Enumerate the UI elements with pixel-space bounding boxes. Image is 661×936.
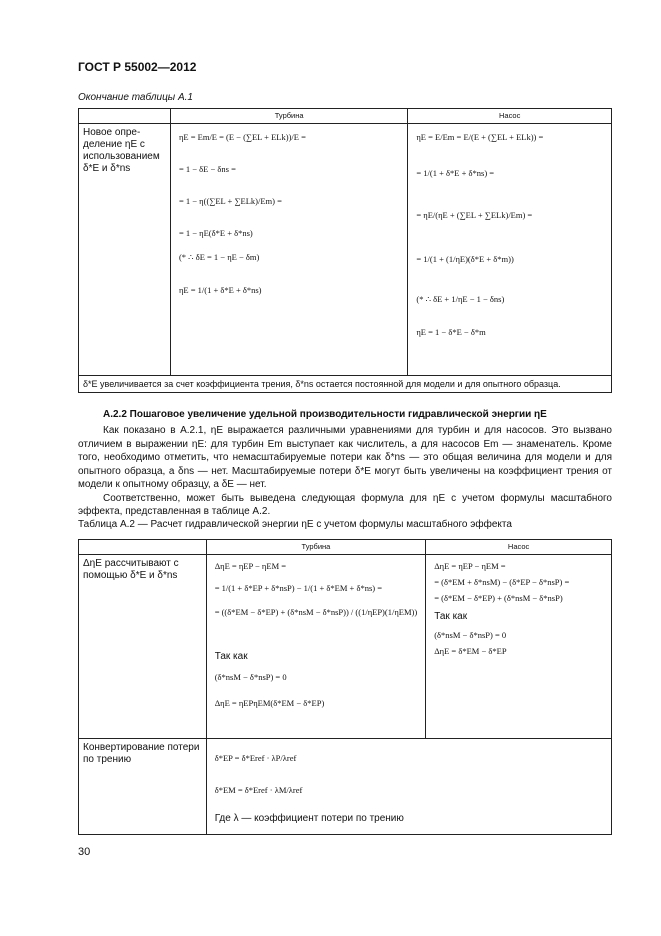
formula-line: ΔηE = δ*EM − δ*EP <box>434 646 507 656</box>
friction-formulas <box>206 739 611 835</box>
row-label <box>79 739 207 835</box>
formula-line: = ((δ*EM − δ*EP) + (δ*nsM − δ*nsP)) / ((1/ηEP)(1/ηEM)) <box>214 607 418 617</box>
table-a1 <box>78 108 612 393</box>
paragraph <box>78 424 612 519</box>
row-label-text: ΔηE рассчитывают с помощью δ*E и δ*ns <box>83 558 179 581</box>
table-note: δ*E увеличивается за счет коэффициента трения, δ*ns остается постоянной для модели и для опытного образца. <box>79 376 612 393</box>
pump-formulas <box>426 555 612 739</box>
formula-line: ΔηE = ηEPηEM(δ*EM − δ*EP) <box>214 698 325 708</box>
table-caption: Таблица А.2 — Расчет гидравлической энергии ηE с учетом формулы масштабного эффекта <box>78 519 512 530</box>
page-number: 30 <box>78 846 91 858</box>
formula-line: ηE = 1 − δ*E − δ*m <box>416 327 486 337</box>
row-label-text: Новое опре-деление ηE с использованием δ*E и δ*ns <box>83 127 160 174</box>
row-label <box>79 555 207 739</box>
column-header-turbine: Турбина <box>170 109 407 124</box>
paragraph-text: Соответственно, может быть выведена следующая формула для ηE с учетом формулы масштабного эффекта, представленная в таблице А.2. <box>78 492 612 517</box>
turbine-formulas <box>206 555 426 739</box>
row-label-text: Конвертирование потери по трению <box>83 742 200 765</box>
table-caption: Окончание таблицы А.1 <box>78 92 193 103</box>
row-label <box>79 124 171 376</box>
formula-line: = 1 − δE − δns = <box>178 164 236 174</box>
formula-line: ηE = Em/E = (E − (∑EL + ELk))/E = <box>178 132 306 142</box>
formula-line: (* ∴ δE = 1 − ηE − δm) <box>178 252 260 262</box>
column-header-pump: Насос <box>426 540 612 555</box>
formula-line: = 1/(1 + (1/ηE)(δ*E + δ*m)) <box>416 254 514 264</box>
formula-line: Где λ — коэффициент потери по трению <box>214 813 404 824</box>
document-header: ГОСТ Р 55002—2012 <box>78 60 197 74</box>
pump-formulas <box>408 124 612 376</box>
formula-line: Так как <box>434 611 468 622</box>
turbine-formulas <box>170 124 407 376</box>
formula-line: = 1/(1 + δ*E + δ*ns) = <box>416 168 495 178</box>
formula-line: = 1/(1 + δ*EP + δ*nsP) − 1/(1 + δ*EM + δ*ns) = <box>214 583 383 593</box>
formula-line: δ*EM = δ*Eref · λM/λref <box>214 785 303 795</box>
column-header-pump: Насос <box>408 109 612 124</box>
formula-line: ηE = E/Em = E/(E + (∑EL + ELk)) = <box>416 132 544 142</box>
formula-line: = 1 − ηE(δ*E + δ*ns) <box>178 228 253 238</box>
paragraph-text: Как показано в А.2.1, ηE выражается различными уравнениями для турбин и для насосов. Это вызвано отличием в выражении ηE: для турбин Em выступает как числитель, а для насосов Em — знаменатель. Кроме того, необходимо отметить, что немасштабируемые потери как δ*ns — это общая величина для модели и для опытного образца, а δns — нет. Масштабируемые потери δ*E могут быть увеличены на коэффициент трения от модели к опытному образцу, а δE — нет. <box>78 425 612 490</box>
formula-line: (δ*nsM − δ*nsP) = 0 <box>214 672 287 682</box>
formula-line: (δ*nsM − δ*nsP) = 0 <box>434 630 507 640</box>
formula-line: Так как <box>214 651 248 662</box>
formula-line: δ*EP = δ*Eref · λP/λref <box>214 753 297 763</box>
formula-line: ΔηE = ηEP − ηEM = <box>434 561 506 571</box>
section-title: А.2.2 Пошаговое увеличение удельной производительности гидравлической энергии ηE <box>103 409 547 420</box>
formula-line: ηE = 1/(1 + δ*E + δ*ns) <box>178 285 262 295</box>
formula-line: = (δ*EM + δ*nsM) − (δ*EP − δ*nsP) = <box>434 577 570 587</box>
table-a2 <box>78 539 612 835</box>
column-header-turbine: Турбина <box>206 540 426 555</box>
formula-line: ΔηE = ηEP − ηEM = <box>214 561 287 571</box>
formula-line: (* ∴ δE + 1/ηE − 1 − δns) <box>416 294 505 304</box>
formula-line: = (δ*EM − δ*EP) + (δ*nsM − δ*nsP) <box>434 593 563 603</box>
formula-line: = ηE/(ηE + (∑EL + ∑ELk)/Em) = <box>416 210 533 220</box>
formula-line: = 1 − η((∑EL + ∑ELk)/Em) = <box>178 196 282 206</box>
